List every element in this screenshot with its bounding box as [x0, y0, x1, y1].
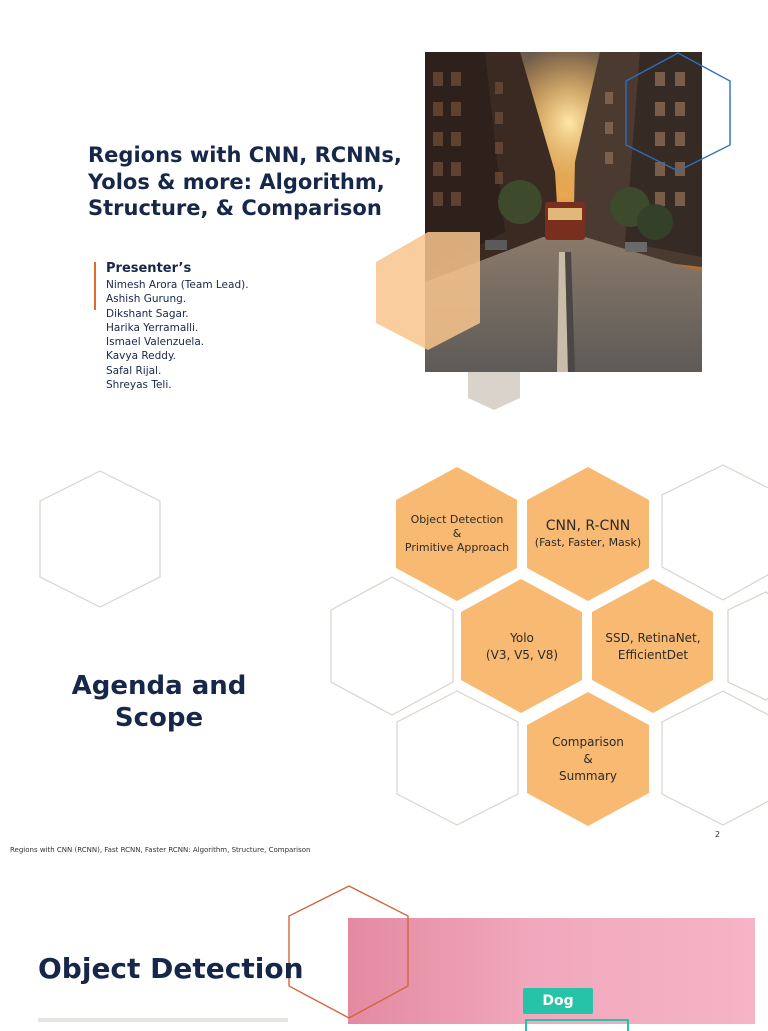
- agenda-title-line: Scope: [114, 703, 204, 733]
- slide1-title: Regions with CNN, RCNNs, Yolos & more: Algorithm, Structure, & Comparison: [88, 143, 402, 220]
- dog-bounding-box: [525, 1019, 629, 1031]
- agenda-item-line: Summary: [559, 769, 617, 783]
- blue-outline-hexagon: [626, 53, 730, 171]
- presenter-name: Dikshant Sagar.: [106, 307, 189, 320]
- dog-detection-label: Dog: [523, 988, 593, 1014]
- agenda-item-line: (Fast, Faster, Mask): [534, 536, 642, 549]
- outline-hexagon: [662, 691, 768, 825]
- peach-hexagon: [376, 232, 480, 350]
- outline-hexagon: [40, 471, 160, 607]
- agenda-item-line: EfficientDet: [617, 648, 689, 662]
- page-number: 2: [715, 830, 721, 839]
- slide-footer: Regions with CNN (RCNN), Fast RCNN, Faster RCNN: Algorithm, Structure, Comparison: [10, 846, 311, 854]
- agenda-item-yolo: [462, 630, 582, 664]
- outline-hexagon: [728, 592, 768, 700]
- agenda-item-line: SSD, RetinaNet,: [605, 631, 701, 645]
- agenda-title: [40, 670, 278, 734]
- agenda-item-ssd: [592, 630, 714, 664]
- presenter-name: Harika Yerramalli.: [106, 321, 199, 334]
- presenter-name: Kavya Reddy.: [106, 350, 177, 363]
- agenda-item-line: &: [452, 527, 462, 540]
- presenters-heading: Presenter’s: [106, 261, 192, 276]
- agenda-title-line: Agenda and: [71, 671, 247, 701]
- outline-hexagon: [662, 465, 768, 600]
- outline-hexagon: [397, 691, 518, 825]
- outline-hexagon: [331, 577, 453, 715]
- agenda-item-line: &: [583, 752, 593, 766]
- presenter-name: Shreyas Teli.: [106, 379, 172, 392]
- agenda-item-line: Yolo: [510, 631, 534, 645]
- agenda-item-line: Primitive Approach: [404, 541, 510, 554]
- presenter-name: Safal Rijal.: [106, 364, 162, 377]
- gray-hexagon: [468, 372, 520, 410]
- agenda-item-object-detection: [398, 513, 516, 555]
- agenda-item-line: (V3, V5, V8): [485, 648, 559, 662]
- agenda-item-line: Object Detection: [410, 513, 504, 526]
- agenda-item-line: Comparison: [552, 735, 624, 749]
- agenda-item-cnn: [528, 517, 648, 550]
- agenda-item-line: CNN, R-CNN: [545, 518, 631, 534]
- presenter-name: Ashish Gurung.: [106, 293, 187, 306]
- slide1-hex-decorations: [0, 0, 768, 420]
- body-text-placeholder: [38, 1018, 288, 1022]
- presenter-name: Ismael Valenzuela.: [106, 336, 205, 349]
- presenter-name: Nimesh Arora (Team Lead).: [106, 279, 249, 291]
- object-detection-title: Object Detection: [38, 952, 304, 985]
- agenda-item-comparison: [528, 734, 648, 785]
